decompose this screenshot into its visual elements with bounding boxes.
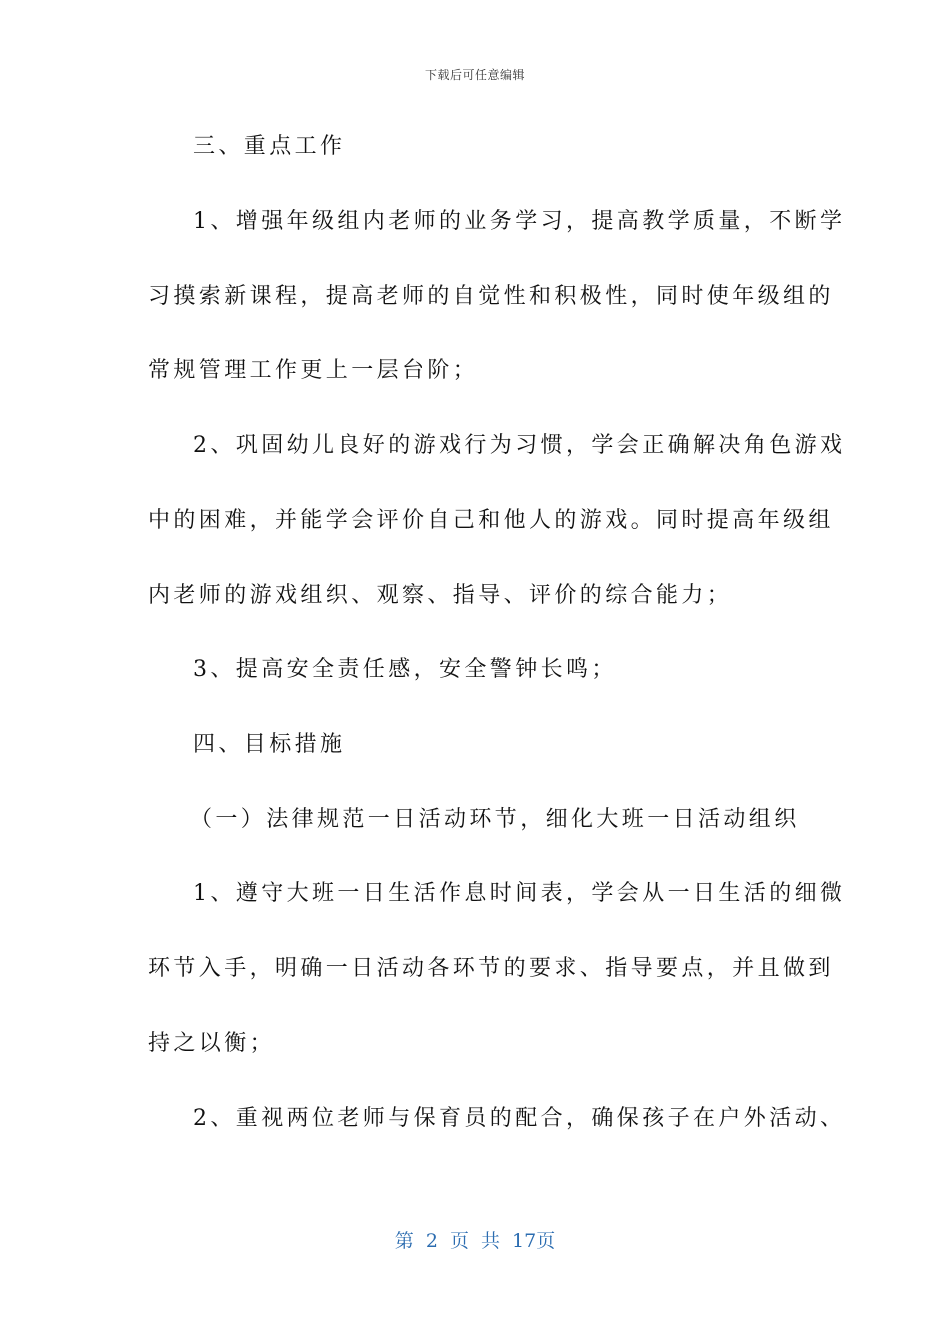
header-note: 下载后可任意编辑 [424, 68, 525, 82]
section-heading-key-work: 三、重点工作 [193, 134, 346, 159]
subsection-heading: （一）法律规范一日活动环节，细化大班一日活动组织 [190, 807, 800, 832]
paragraph-line: 中的困难，并能学会评价自己和他人的游戏。同时提高年级组 [148, 508, 834, 533]
paragraph-line: 3、提高安全责任感，安全警钟长鸣； [193, 657, 617, 682]
paragraph-line: 1、遵守大班一日生活作息时间表，学会从一日生活的细微 [193, 881, 846, 906]
paragraph-line: 环节入手，明确一日活动各环节的要求、指导要点，并且做到 [148, 956, 834, 981]
paragraph-line: 2、重视两位老师与保育员的配合，确保孩子在户外活动、 [193, 1106, 846, 1131]
paragraph-line: 常规管理工作更上一层台阶； [148, 358, 479, 383]
paragraph-line: 持之以衡； [148, 1031, 276, 1056]
paragraph-line: 1、增强年级组内老师的业务学习，提高教学质量，不断学 [193, 209, 846, 234]
paragraph-line: 习摸索新课程，提高老师的自觉性和积极性，同时使年级组的 [148, 284, 834, 309]
section-heading-goals: 四、目标措施 [193, 732, 346, 757]
paragraph-line: 2、巩固幼儿良好的游戏行为习惯，学会正确解决角色游戏 [193, 433, 846, 458]
paragraph-line: 内老师的游戏组织、观察、指导、评价的综合能力； [148, 583, 733, 608]
page-number: 第 2 页 共 17页 [394, 1230, 556, 1252]
